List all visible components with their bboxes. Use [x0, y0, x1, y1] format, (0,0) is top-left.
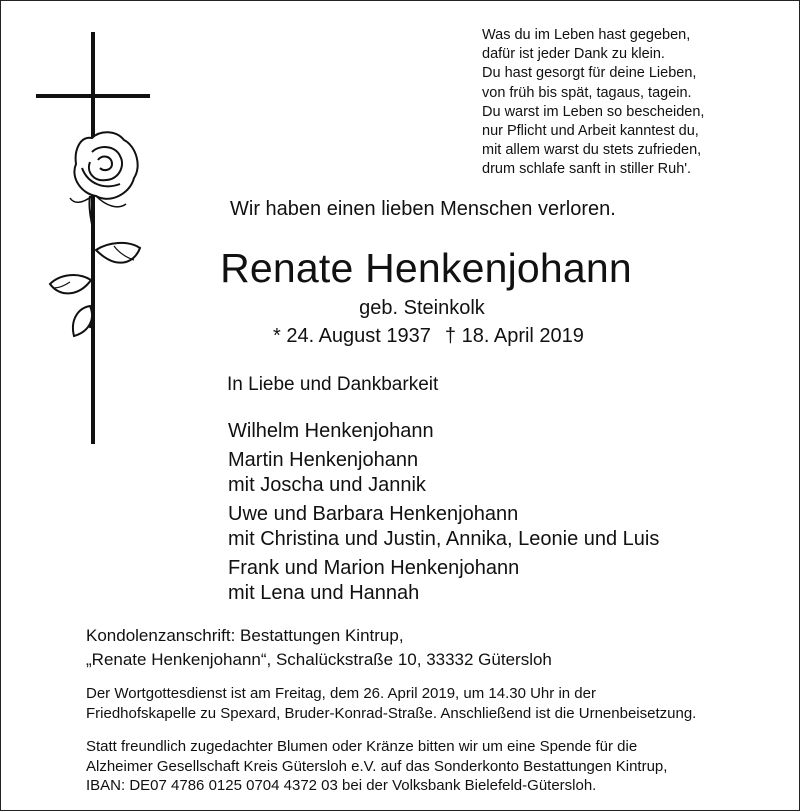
intro-text: Wir haben einen lieben Menschen verloren. — [230, 198, 616, 220]
poem — [482, 26, 782, 180]
family-group — [228, 556, 659, 606]
cross-with-rose-illustration — [30, 28, 160, 448]
family-member: Martin Henkenjohann — [228, 449, 419, 471]
poem-line: drum schlafe sanft in stiller Ruh'. — [482, 161, 692, 178]
life-dates — [273, 325, 584, 348]
birth-date: * 24. August 1937 — [273, 325, 431, 347]
thanks-line: In Liebe und Dankbarkeit — [227, 374, 439, 395]
service-line: Der Wortgottesdienst ist am Freitag, dem 26. April 2019, um 14.30 Uhr in der — [86, 685, 596, 702]
family-member: Frank und Marion Henkenjohann — [228, 557, 520, 579]
poem-line: nur Pflicht und Arbeit kanntest du, — [482, 123, 699, 140]
poem-line: mit allem warst du stets zufrieden, — [482, 142, 702, 159]
poem-line: dafür ist jeder Dank zu klein. — [482, 46, 665, 63]
family-member: mit Joscha und Jannik — [228, 474, 426, 496]
poem-line: Du warst im Leben so bescheiden, — [482, 103, 705, 120]
service-line: Friedhofskapelle zu Spexard, Bruder-Konrad-Straße. Anschließend ist die Urnenbeisetzung. — [86, 704, 697, 722]
death-date: † 18. April 2019 — [444, 325, 584, 347]
family-member: mit Lena und Hannah — [228, 582, 420, 604]
poem-line: Was du im Leben hast gegeben, — [482, 27, 691, 43]
family-member: Wilhelm Henkenjohann — [228, 420, 434, 442]
donation-line: IBAN: DE07 4786 0125 0704 4372 03 bei der Volksbank Bielefeld-Gütersloh. — [86, 777, 597, 794]
condolence-line: Kondolenzanschrift: Bestattungen Kintrup, — [86, 626, 404, 645]
condolence-line: „Renate Henkenjohann“, Schalückstraße 10, 33332 Gütersloh — [86, 650, 552, 669]
deceased-name: Renate Henkenjohann — [220, 245, 632, 291]
maiden-name: geb. Steinkolk — [359, 297, 485, 319]
donation-info — [86, 737, 667, 796]
poem-line: von früh bis spät, tagaus, tagein. — [482, 84, 692, 101]
family-group — [228, 502, 659, 552]
donation-line: Alzheimer Gesellschaft Kreis Gütersloh e.V. auf das Sonderkonto Bestattungen Kintrup, — [86, 757, 668, 775]
service-info — [86, 684, 696, 723]
family-list — [228, 419, 659, 610]
family-group — [228, 419, 659, 444]
condolence-address — [86, 624, 552, 672]
donation-line: Statt freundlich zugedachter Blumen oder Kränze bitten wir um eine Spende für die — [86, 738, 638, 755]
family-group — [228, 448, 659, 498]
family-member: mit Christina und Justin, Annika, Leonie und Luis — [228, 528, 660, 550]
poem-line: Du hast gesorgt für deine Lieben, — [482, 65, 697, 82]
family-member: Uwe und Barbara Henkenjohann — [228, 503, 519, 525]
